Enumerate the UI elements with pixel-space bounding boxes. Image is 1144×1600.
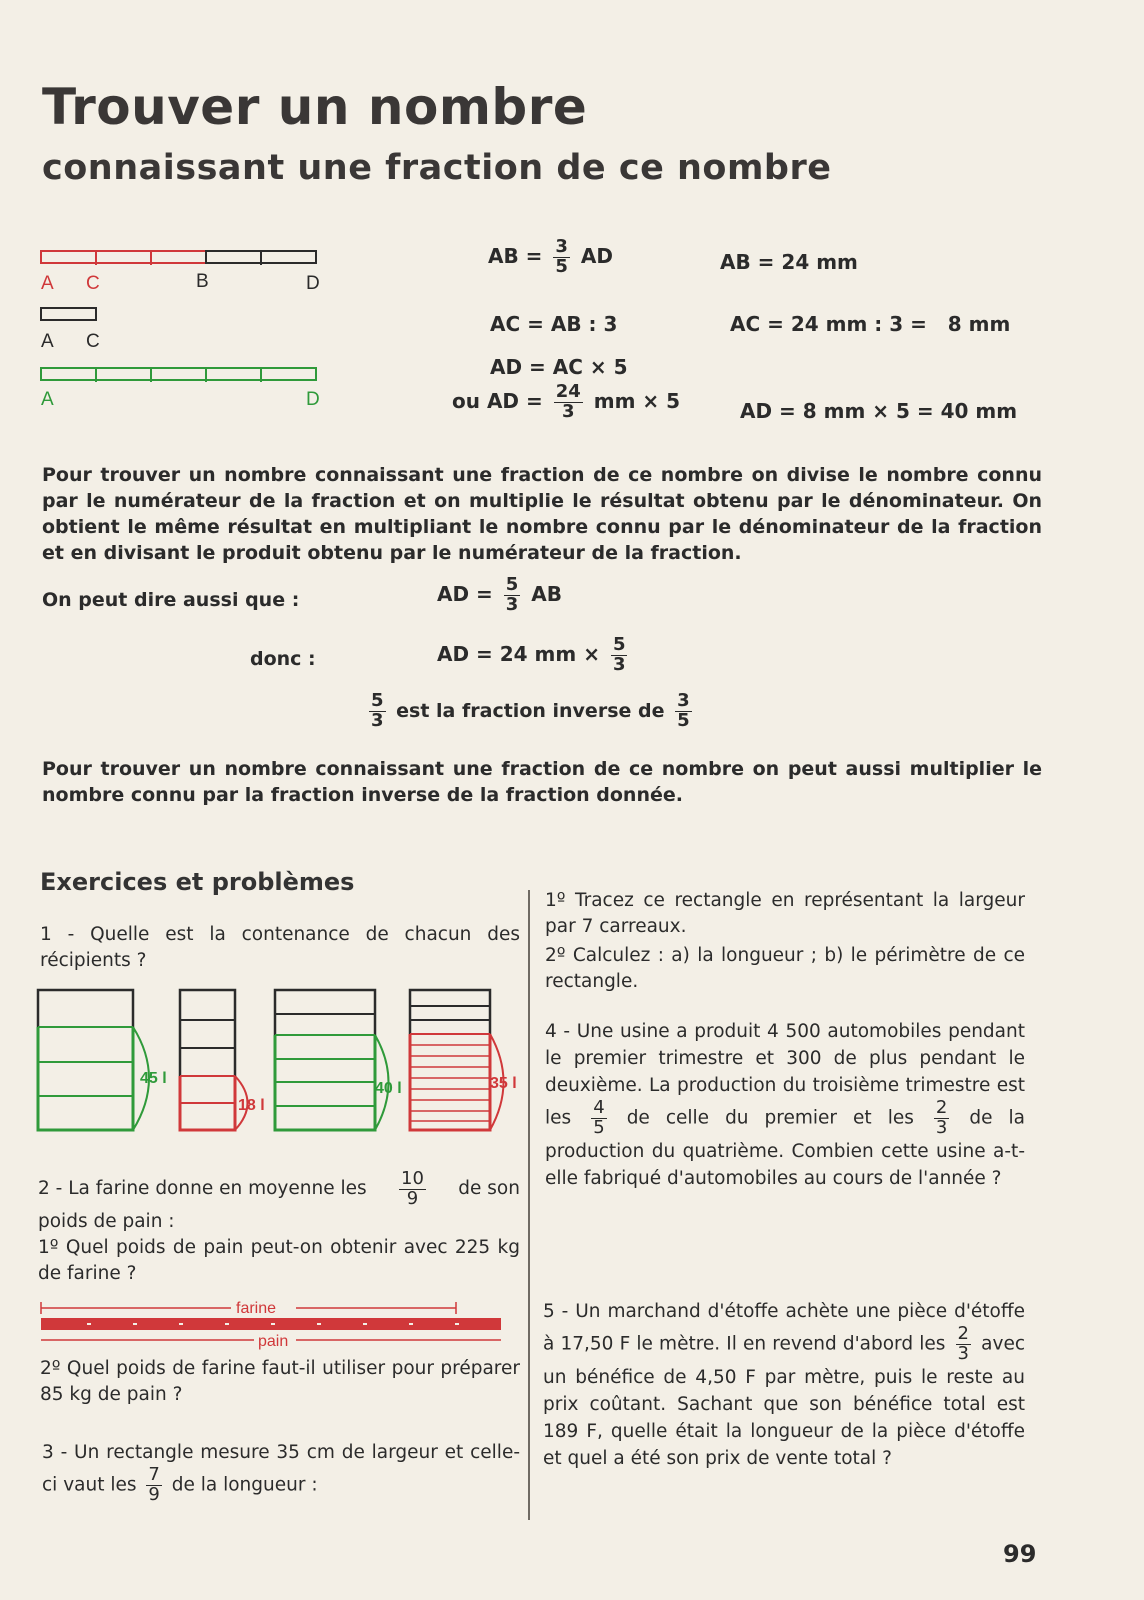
segment-ad-green — [41, 368, 316, 380]
exercise-2: 2 - La farine donne en moyenne les $\frac{10}{9}$ de son poids de pain : 1º Quel poids de pain peut-on obtenir avec 225 kg de farine ? — [38, 1170, 520, 1287]
segment-ab — [41, 251, 206, 263]
container-1-label: 45 l — [140, 1070, 167, 1087]
label-c-red: C — [86, 273, 100, 294]
container-45 — [38, 990, 167, 1130]
rule-paragraph-2: Pour trouver un nombre connaissant une fraction de ce nombre on peut aussi multiplier le nombre connu par la fraction inverse de la fraction donnée. — [42, 758, 1042, 806]
exercise-4: 4 - Une usine a produit 4 500 automobiles pendant le premier trimestre et 300 de plus pendant le deuxième. La production du troisième trimestre est les $\frac{4}{5}$ de celle du premier et les $\frac{2}{3}$ de la production du quatrième. Combien cette usine a-t-elle fabriqué d'automobiles au cours de l'année ? — [545, 1021, 1026, 1189]
equation-ad: AD = AC × 5 — [490, 355, 628, 379]
label-a: A — [41, 331, 54, 352]
segment-diagram — [36, 245, 336, 420]
farine-pain-bar — [36, 1296, 516, 1352]
label-b: B — [196, 271, 209, 292]
also-intro: On peut dire aussi que : — [42, 589, 300, 611]
label-d-green: D — [306, 389, 320, 410]
equation-ad-value: AD = 8 mm × 5 = 40 mm — [740, 399, 1018, 423]
exercise-1: 1 - Quelle est la contenance de chacun des récipients ? — [40, 924, 520, 971]
container-18 — [180, 990, 265, 1130]
inverse-statement: $\frac{5}{3}$ est la fraction inverse de $\frac{3}{5}$ — [371, 690, 690, 731]
equation-ab: AB = $\frac{3}{5}$ AD — [488, 236, 614, 277]
donc-label: donc : — [250, 648, 316, 670]
exercises-heading: Exercices et problèmes — [40, 868, 355, 896]
exercise-3-q2: 2º Calculez : a) la longueur ; b) le périmètre de ce rectangle. — [545, 945, 1025, 992]
equation-ac-value: AC = 24 mm : 3 = 8 mm — [730, 312, 1011, 336]
label-d: D — [306, 273, 320, 294]
containers-figure — [30, 982, 530, 1142]
label-a-red: A — [41, 273, 54, 294]
label-a-green: A — [41, 389, 54, 410]
exercise-2-q1: 1º Quel poids de pain peut-on obtenir avec 225 kg de farine ? — [38, 1236, 520, 1284]
exercise-3: 3 - Un rectangle mesure 35 cm de largeur et celle-ci vaut les $\frac{7}{9}$ de la longueur : — [42, 1442, 520, 1505]
bar-label-pain: pain — [258, 1333, 289, 1350]
label-c: C — [86, 331, 100, 352]
page-number: 99 — [1003, 1540, 1037, 1568]
equation-ad-fraction: ou AD = $\frac{24}{3}$ mm × 5 — [452, 381, 681, 422]
page-title: Trouver un nombre — [42, 78, 588, 136]
equation-ac: AC = AB : 3 — [490, 312, 618, 336]
segment-ac — [41, 308, 96, 320]
bar-label-farine: farine — [236, 1300, 277, 1317]
container-40 — [275, 990, 402, 1130]
exercise-5: 5 - Un marchand d'étoffe achète une pièce d'étoffe à 17,50 F le mètre. Il en revend d'abord les $\frac{2}{3}$ avec un bénéfice de 4,50 F par mètre, puis le reste au prix coûtant. Sachant que son bénéfice total est 189 F, quelle était la longueur de la pièce d'étoffe et quel a été son prix de vente total ? — [543, 1301, 1025, 1469]
exercise-3-q1: 1º Tracez ce rectangle en représentant la largeur par 7 carreaux. — [545, 890, 1025, 937]
page-subtitle: connaissant une fraction de ce nombre — [42, 148, 832, 188]
container-35 — [410, 990, 517, 1130]
container-4-label: 35 l — [490, 1075, 517, 1092]
equation-ab-value: AB = 24 mm — [720, 250, 858, 274]
segment-ad-top — [41, 251, 316, 265]
rule-paragraph-1: Pour trouver un nombre connaissant une fraction de ce nombre on divise le nombre connu par le numérateur de la fraction et on multiplie le résultat obtenu par le dénominateur. On obtient le même résultat en multipliant le nombre connu par le dénominateur de la fraction et en divisant le produit obtenu par le numérateur de la fraction. — [42, 464, 1042, 564]
container-3-label: 40 l — [375, 1080, 402, 1097]
equation-ad-24: AD = 24 mm × $\frac{5}{3}$ — [437, 634, 626, 675]
equation-ad-inverse: AD = $\frac{5}{3}$ AB — [437, 574, 563, 615]
exercise-2-q2: 2º Quel poids de farine faut-il utiliser pour préparer 85 kg de pain ? — [40, 1358, 520, 1405]
container-2-label: 18 l — [238, 1097, 265, 1114]
